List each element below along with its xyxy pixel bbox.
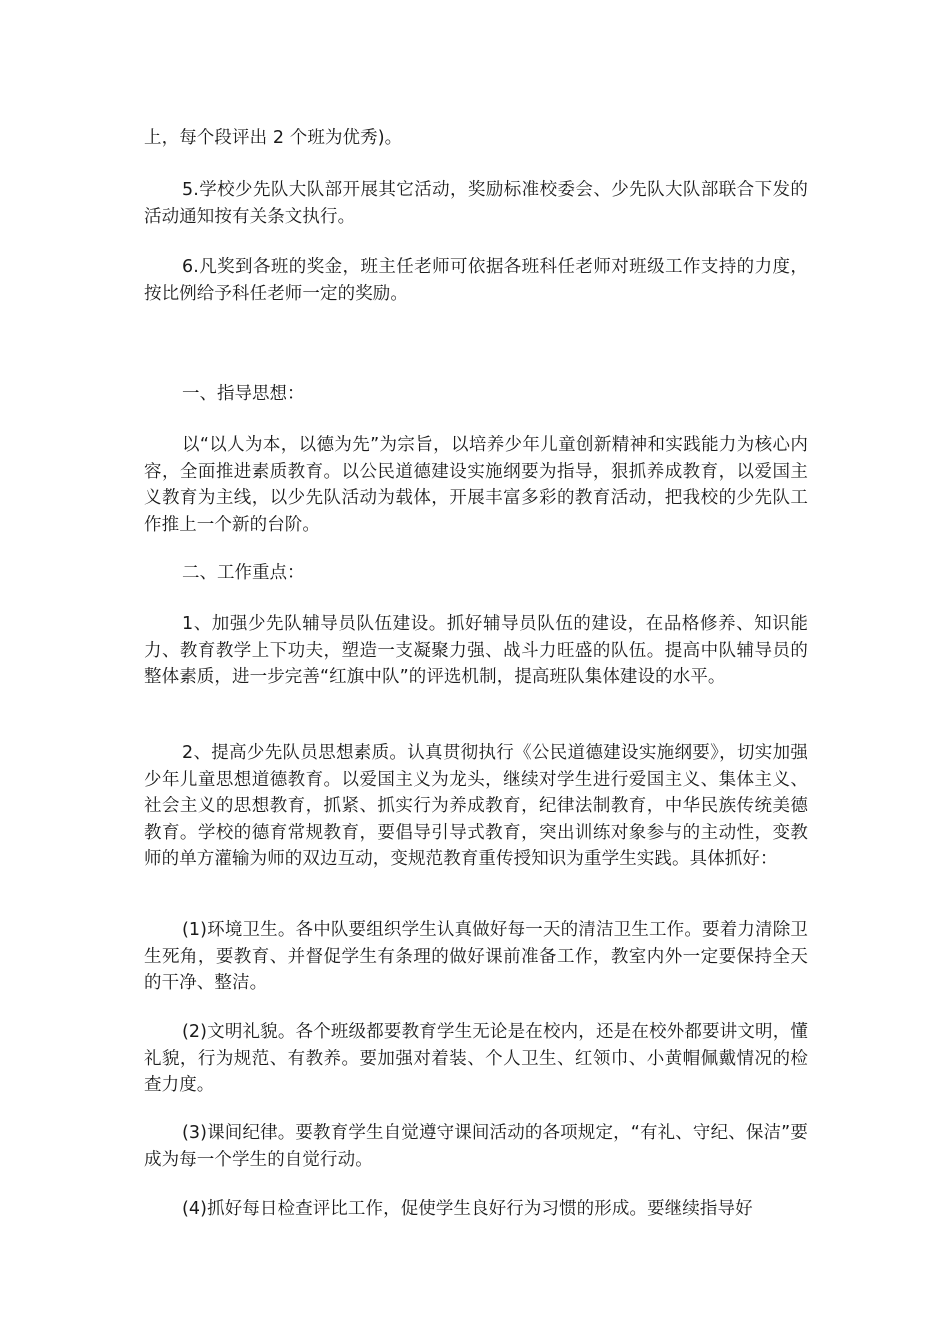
- section-heading-work-focus: 二、工作重点：: [182, 563, 305, 583]
- paragraph-focus-1: 1、加强少先队辅导员队伍建设。抓好辅导员队伍的建设，在品格修养、知识能力、教育教学上下功夫，塑造一支凝聚力强、战斗力旺盛的队伍。提高中队辅导员的整体素质，进一步完善“红旗中队”的评选机制，提高班队集体建设的水平。: [144, 614, 808, 687]
- paragraph-item-5: 5.学校少先队大队部开展其它活动，奖励标准校委会、少先队大队部联合下发的活动通知按有关条文执行。: [144, 180, 808, 227]
- paragraph-guiding-ideology: 以“以人为本，以德为先”为宗旨，以培养少年儿童创新精神和实践能力为核心内容，全面推进素质教育。以公民道德建设实施纲要为指导，狠抓养成教育，以爱国主义教育为主线，以少先队活动为载体，开展丰富多彩的教育活动，把我校的少先队工作推上一个新的台阶。: [144, 435, 808, 535]
- paragraph-civility: (2)文明礼貌。各个班级都要教育学生无论是在校内，还是在校外都要讲文明，懂礼貌，行为规范、有教养。要加强对着装、个人卫生、红领巾、小黄帽佩戴情况的检查力度。: [144, 1022, 808, 1095]
- paragraph-focus-2: 2、提高少先队员思想素质。认真贯彻执行《公民道德建设实施纲要》，切实加强少年儿童思想道德教育。以爱国主义为龙头，继续对学生进行爱国主义、集体主义、社会主义的思想教育，抓紧、抓实行为养成教育，纪律法制教育，中华民族传统美德教育。学校的德育常规教育，要倡导引导式教育，突出训练对象参与的主动性，变教师的单方灌输为师的双边互动，变规范教育重传授知识为重学生实践。具体抓好：: [144, 743, 808, 869]
- paragraph-item-6: 6.凡奖到各班的奖金，班主任老师可依据各班科任老师对班级工作支持的力度，按比例给予科任老师一定的奖励。: [144, 257, 808, 304]
- section-heading-guiding-ideology: 一、指导思想：: [182, 384, 305, 404]
- paragraph-environment-hygiene: (1)环境卫生。各中队要组织学生认真做好每一天的清洁卫生工作。要着力清除卫生死角，要教育、并督促学生有条理的做好课前准备工作，教室内外一定要保持全天的干净、整洁。: [144, 920, 808, 993]
- paragraph-award-criteria-end: 上，每个段评出 2 个班为优秀)。: [144, 128, 403, 148]
- paragraph-break-discipline: (3)课间纪律。要教育学生自觉遵守课间活动的各项规定，“有礼、守纪、保洁”要成为每一个学生的自觉行动。: [144, 1123, 808, 1170]
- paragraph-daily-inspection: (4)抓好每日检查评比工作，促使学生良好行为习惯的形成。要继续指导好: [182, 1199, 753, 1219]
